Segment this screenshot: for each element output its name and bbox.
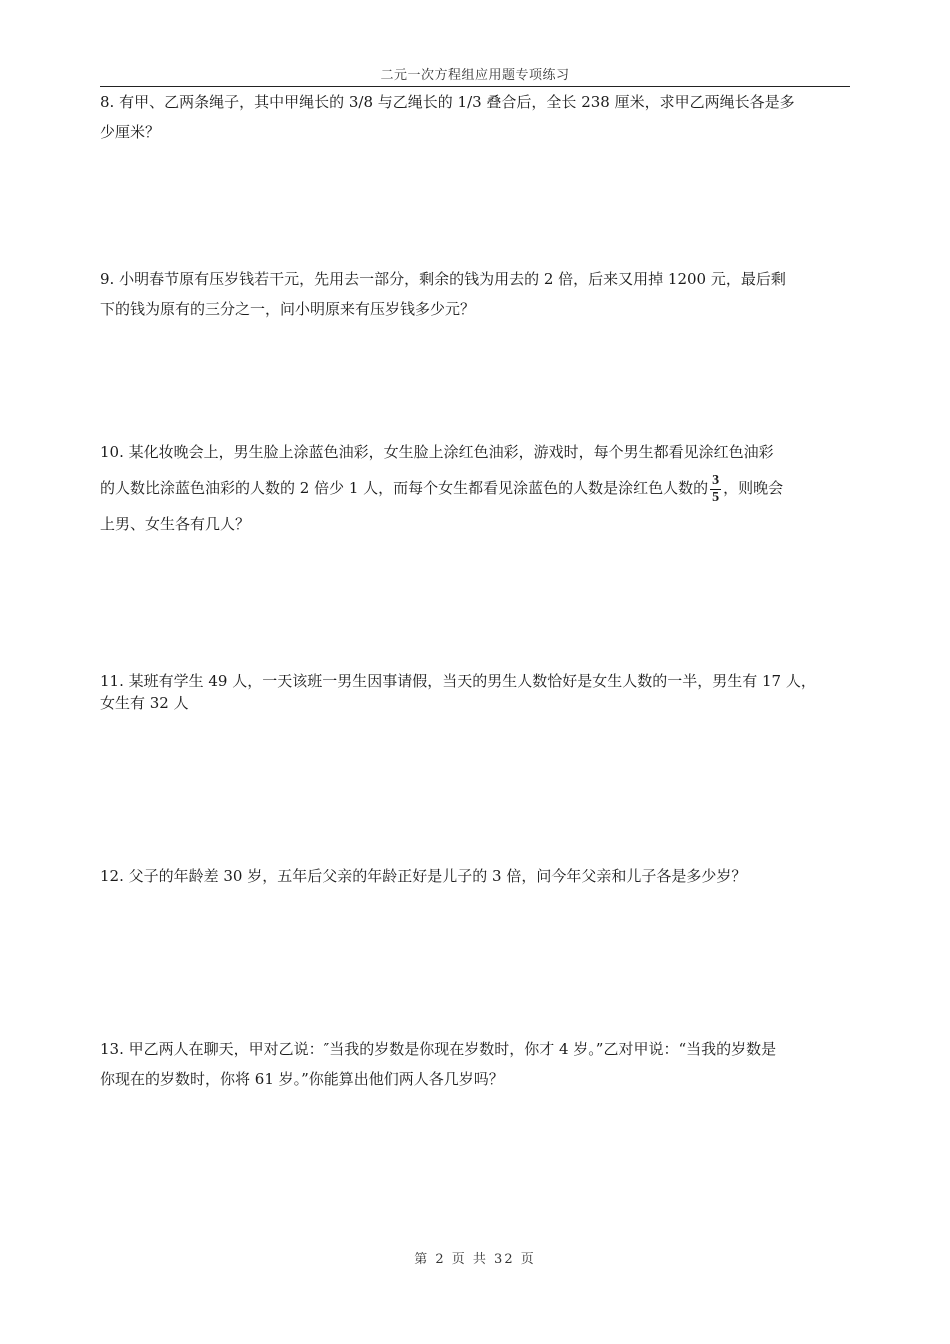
fraction-numerator: 3 [712, 472, 720, 488]
question-10-line-2 [100, 470, 850, 506]
question-13-line-1: 13. 甲乙两人在聊天，甲对乙说：″当我的岁数是你现在岁数时，你才 4 岁。”乙对甲说：“当我的岁数是 [100, 1040, 777, 1058]
question-10-line-2-tail: ，则晚会 [723, 479, 784, 497]
question-10-line-1: 10. 某化妆晚会上，男生脸上涂蓝色油彩，女生脸上涂红色油彩，游戏时，每个男生都看见涂红色油彩 [100, 443, 774, 461]
question-11-line-1: 11. 某班有学生 49 人，一天该班一男生因事请假，当天的男生人数恰好是女生人数的一半，男生有 17 人， [100, 672, 816, 690]
question-13-line-2: 你现在的岁数时，你将 61 岁。”你能算出他们两人各几岁吗？ [100, 1070, 504, 1088]
question-8 [100, 87, 850, 147]
question-10-line-2-text: 的人数比涂蓝色油彩的人数的 2 倍少 1 人，而每个女生都看见涂蓝色的人数是涂红色人数的 [100, 479, 709, 497]
fraction-three-fifths [710, 473, 721, 506]
page-header-title: 二元一次方程组应用题专项练习 [380, 68, 570, 83]
question-8-line-2: 少厘米？ [100, 123, 161, 141]
question-12 [100, 861, 850, 891]
question-10-line-3: 上男、女生各有几人？ [100, 515, 251, 533]
question-13 [100, 1034, 850, 1094]
fraction-denominator: 5 [712, 489, 720, 505]
question-9-line-2: 下的钱为原有的三分之一，问小明原来有压岁钱多少元？ [100, 300, 476, 318]
question-9 [100, 264, 850, 324]
page-number: 第 2 页 共 32 页 [414, 1252, 536, 1267]
question-12-line-1: 12. 父子的年龄差 30 岁，五年后父亲的年龄正好是儿子的 3 倍，问今年父亲和儿子各是多少岁？ [100, 867, 747, 885]
question-8-line-1: 8. 有甲、乙两条绳子，其中甲绳长的 3/8 与乙绳长的 1/3 叠合后，全长 238 厘米，求甲乙两绳长各是多 [100, 93, 795, 111]
question-10 [100, 434, 850, 542]
question-11-line-2: 女生有 32 人 [100, 694, 189, 712]
question-9-line-1: 9. 小明春节原有压岁钱若干元，先用去一部分，剩余的钱为用去的 2 倍，后来又用掉 1200 元，最后剩 [100, 270, 786, 288]
question-11 [100, 670, 850, 714]
